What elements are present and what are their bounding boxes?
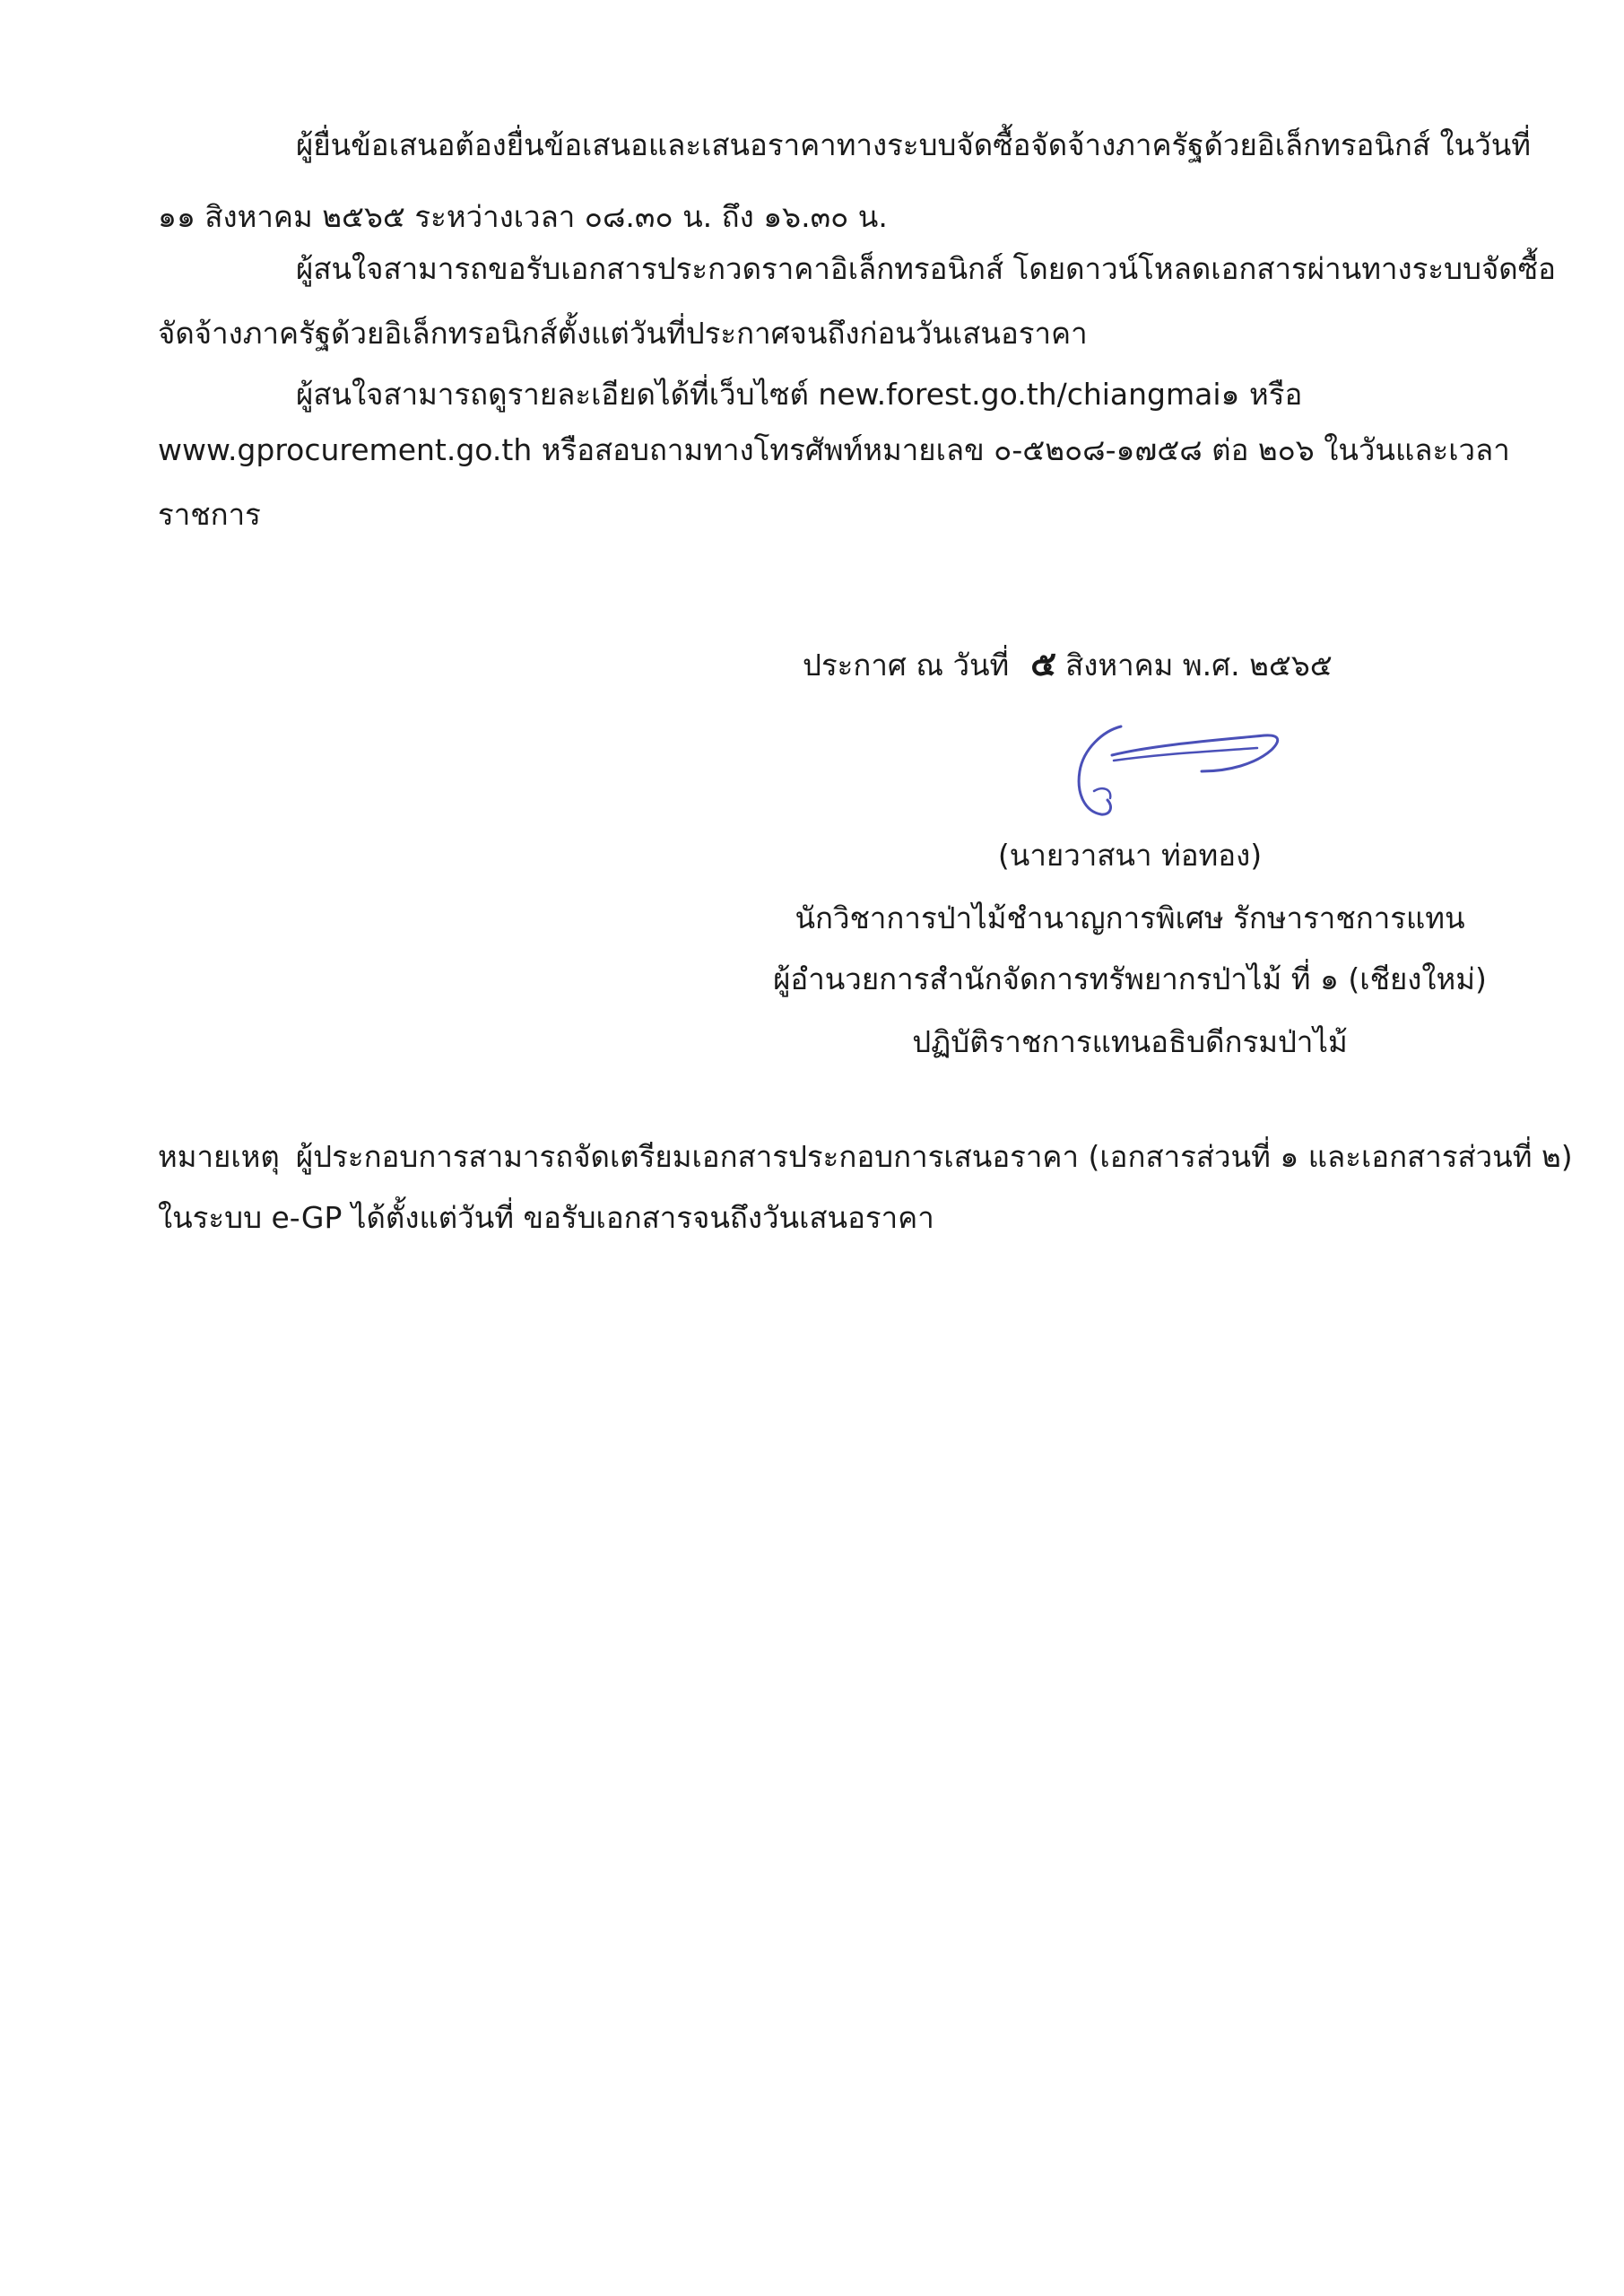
announcement-date bbox=[803, 644, 1342, 685]
paragraph3-line2: www.gprocurement.go.th หรือสอบถามทางโทรศัพท์หมายเลข ๐-๕๒๐๘-๑๗๕๘ ต่อ ๒๐๖ ในวันและเวลา bbox=[158, 432, 1510, 467]
announcement-day: ๕ bbox=[1030, 644, 1057, 683]
announcement-month-year: สิงหาคม พ.ศ. ๒๕๖๕ bbox=[1065, 648, 1333, 683]
paragraph2-line1: ผู้สนใจสามารถขอรับเอกสารประกวดราคาอิเล็กทรอนิกส์ โดยดาวน์โหลดเอกสารผ่านทางระบบจัดซื้อ bbox=[296, 251, 1556, 286]
signatory-position3: ปฏิบัติราชการแทนอธิบดีกรมป่าไม้ bbox=[912, 1024, 1348, 1059]
paragraph1-line2: ๑๑ สิงหาคม ๒๕๖๕ ระหว่างเวลา ๐๘.๓๐ น. ถึง ๑๖.๓๐ น. bbox=[158, 199, 888, 234]
paragraph2-line2: จัดจ้างภาครัฐด้วยอิเล็กทรอนิกส์ตั้งแต่วันที่ประกาศจนถึงก่อนวันเสนอราคา bbox=[158, 316, 1088, 351]
signatory-position1: นักวิชาการป่าไม้ชำนาญการพิเศษ รักษาราชการแทน bbox=[795, 900, 1465, 935]
handwritten-signature bbox=[1058, 709, 1291, 834]
note-label: หมายเหตุ bbox=[158, 1139, 280, 1174]
signatory-name: (นายวาสนา ท่อทอง) bbox=[997, 838, 1263, 873]
paragraph3-line1: ผู้สนใจสามารถดูรายละเอียดได้ที่เว็บไซต์ new.forest.go.th/chiangmai๑ หรือ bbox=[296, 377, 1303, 412]
note-line1 bbox=[158, 1137, 1573, 1177]
note-text-line1: ผู้ประกอบการสามารถจัดเตรียมเอกสารประกอบการเสนอราคา (เอกสารส่วนที่ ๑ และเอกสารส่วนที่ ๒) bbox=[295, 1139, 1573, 1174]
paragraph3-line3: ราชการ bbox=[158, 497, 261, 532]
signatory-position2: ผู้อำนวยการสำนักจัดการทรัพยากรป่าไม้ ที่ ๑ (เชียงใหม่) bbox=[773, 961, 1487, 996]
paragraph1-line1: ผู้ยื่นข้อเสนอต้องยื่นข้อเสนอและเสนอราคาทางระบบจัดซื้อจัดจ้างภาครัฐด้วยอิเล็กทรอนิกส์ ในวันที่ bbox=[296, 127, 1532, 162]
announcement-prefix: ประกาศ ณ วันที่ bbox=[803, 648, 1010, 683]
note-line2: ในระบบ e-GP ได้ตั้งแต่วันที่ ขอรับเอกสารจนถึงวันเสนอราคา bbox=[158, 1200, 934, 1235]
